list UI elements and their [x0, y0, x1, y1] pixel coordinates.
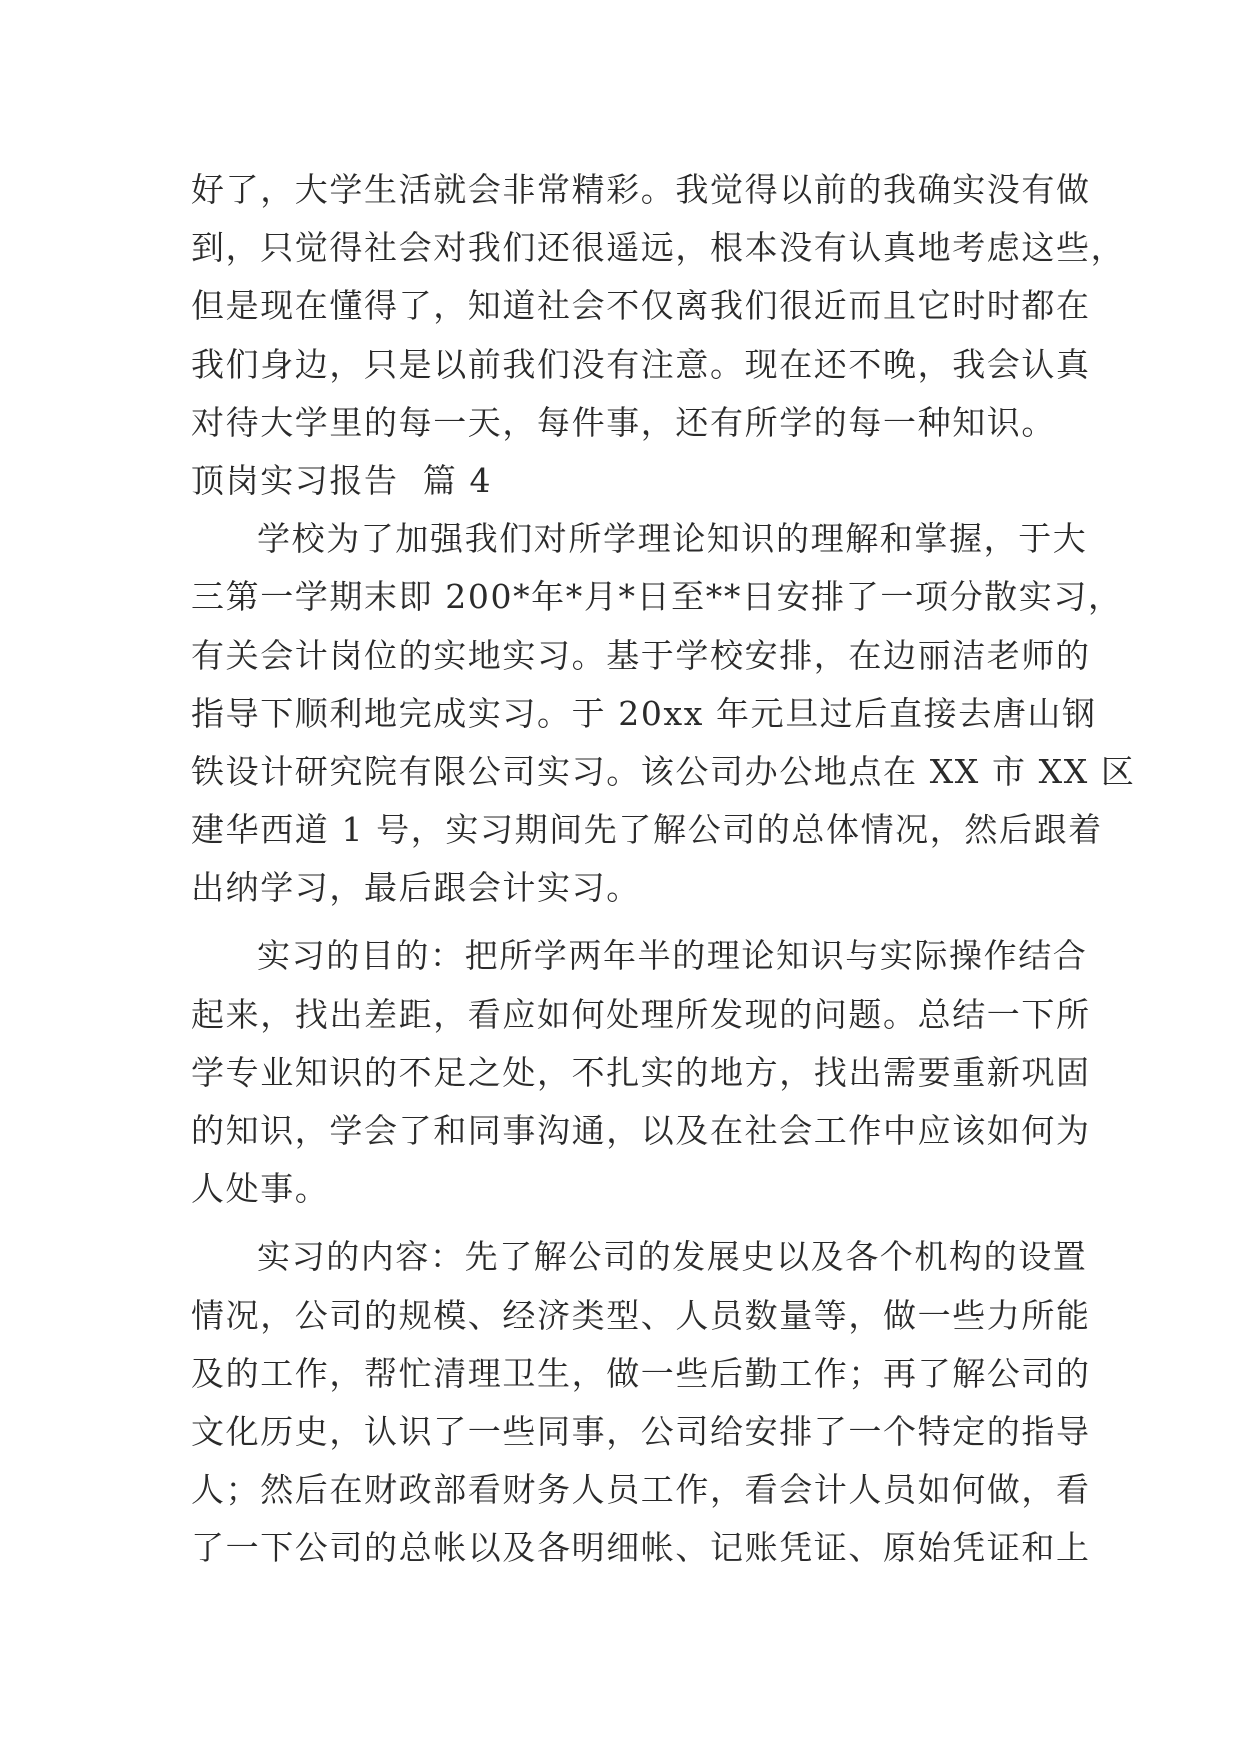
paragraph-3 — [191, 1228, 1091, 1577]
paragraph-spacer — [191, 917, 1049, 927]
text-line: 到，只觉得社会对我们还很遥远，根本没有认真地考虑这些， — [191, 228, 1126, 268]
text-line: 实习的目的：把所学两年半的理论知识与实际操作结合 — [257, 936, 1088, 976]
text-line: 实习的内容：先了解公司的发展史以及各个机构的设置 — [257, 1237, 1088, 1277]
text-line: 但是现在懂得了，知道社会不仅离我们很近而且它时时都在 — [191, 286, 1091, 326]
paragraph-2 — [191, 927, 1091, 1218]
paragraph-spacer — [191, 1218, 1049, 1228]
text-line: 指导下顺利地完成实习。于 20xx 年元旦过后直接去唐山钢 — [191, 693, 1097, 733]
text-line: 有关会计岗位的实地实习。基于学校安排，在边丽洁老师的 — [191, 635, 1091, 675]
text-line: 文化历史，认识了一些同事，公司给安排了一个特定的指导 — [191, 1411, 1091, 1451]
intro-paragraph — [191, 161, 1126, 452]
text-line: 情况，公司的规模、经济类型、人员数量等，做一些力所能 — [191, 1295, 1091, 1335]
text-line: 了一下公司的总帐以及各明细帐、记账凭证、原始凭证和上 — [191, 1528, 1091, 1568]
text-line: 建华西道 1 号，实习期间先了解公司的总体情况，然后跟着 — [191, 810, 1103, 850]
text-line: 起来，找出差距，看应如何处理所发现的问题。总结一下所 — [191, 994, 1091, 1034]
text-line: 及的工作，帮忙清理卫生，做一些后勤工作；再了解公司的 — [191, 1353, 1091, 1393]
text-line: 三第一学期末即 200*年*月*日至**日安排了一项分散实习， — [191, 577, 1123, 617]
text-line: 对待大学里的每一天，每件事，还有所学的每一种知识。 — [191, 402, 1056, 442]
document-body — [191, 161, 1136, 1578]
text-line: 学专业知识的不足之处，不扎实的地方，找出需要重新巩固 — [191, 1052, 1091, 1092]
text-line: 我们身边，只是以前我们没有注意。现在还不晚，我会认真 — [191, 344, 1091, 384]
text-line: 人处事。 — [191, 1169, 330, 1209]
text-line: 铁设计研究院有限公司实习。该公司办公地点在 XX 市 XX 区 — [191, 751, 1136, 791]
text-line: 人；然后在财政部看财务人员工作，看会计人员如何做，看 — [191, 1470, 1091, 1510]
paragraph-1 — [191, 510, 1136, 917]
text-line: 学校为了加强我们对所学理论知识的理解和掌握，于大 — [257, 519, 1088, 559]
text-line: 出纳学习，最后跟会计实习。 — [191, 868, 641, 908]
text-line: 的知识，学会了和同事沟通，以及在社会工作中应该如何为 — [191, 1111, 1091, 1150]
section-heading: 顶岗实习报告 篇 4 — [191, 460, 493, 500]
text-line: 好了，大学生活就会非常精彩。我觉得以前的我确实没有做 — [191, 170, 1091, 209]
